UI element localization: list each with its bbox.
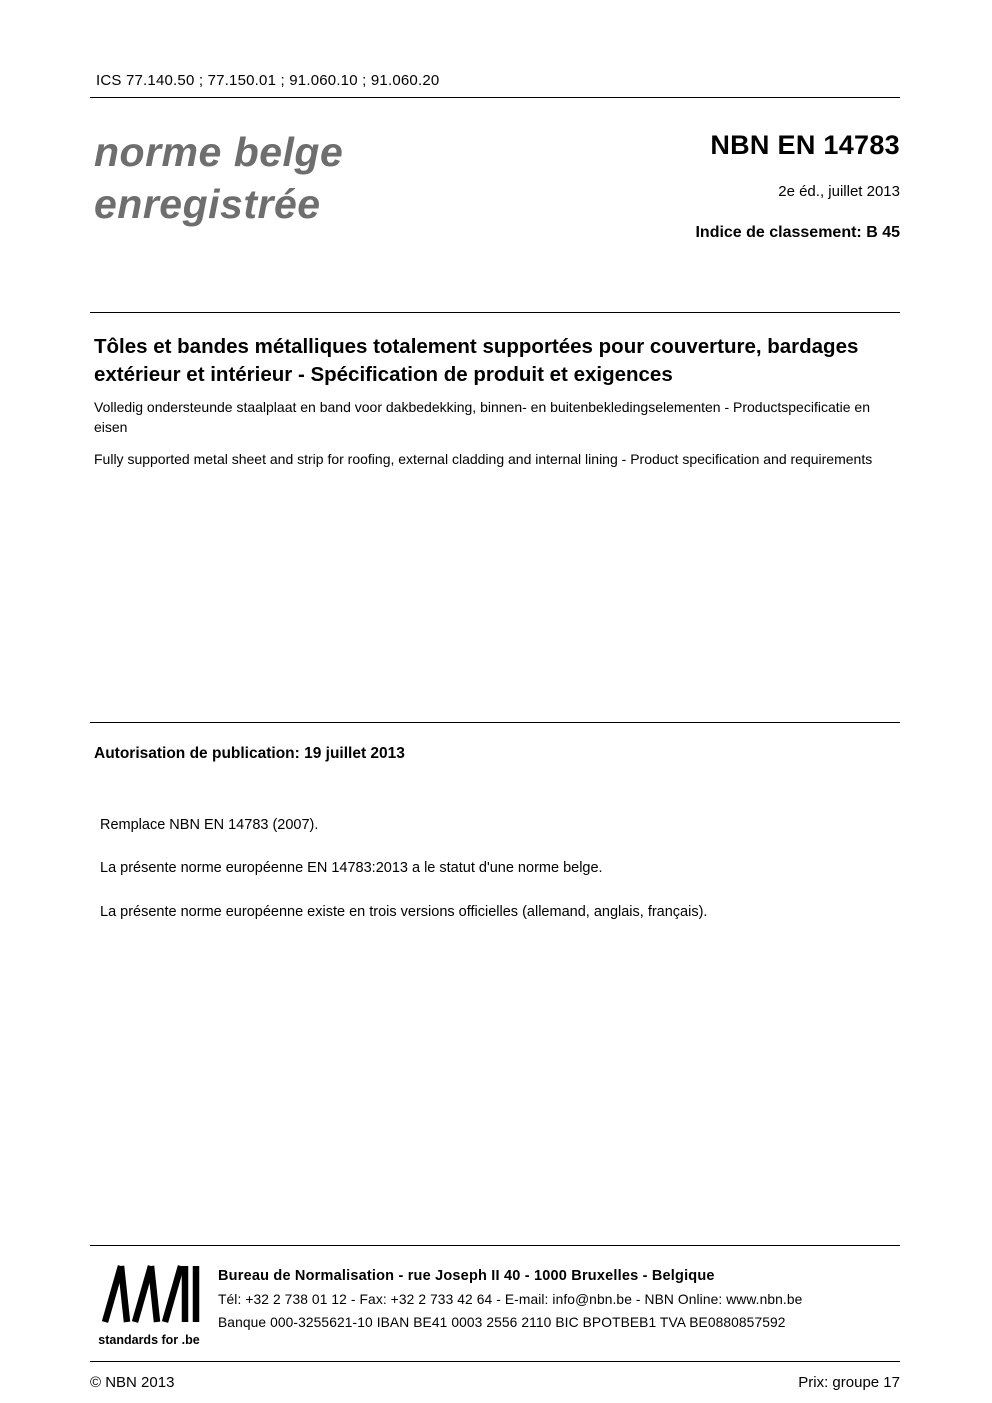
document-type-line2: enregistrée bbox=[94, 181, 321, 228]
divider-authorization bbox=[90, 722, 900, 723]
divider-top bbox=[90, 97, 900, 98]
divider-footer bbox=[90, 1245, 900, 1246]
standard-number: NBN EN 14783 bbox=[710, 130, 900, 160]
note-status: La présente norme européenne EN 14783:2013 a le statut d'une norme belge. bbox=[100, 860, 603, 877]
bottom-row bbox=[90, 1374, 900, 1391]
spacer bbox=[90, 470, 900, 722]
header bbox=[90, 126, 900, 286]
ics-codes: ICS 77.140.50 ; 77.150.01 ; 91.060.10 ; 91.060.20 bbox=[96, 72, 440, 89]
divider-header bbox=[90, 312, 900, 313]
nbn-logo-icon bbox=[97, 1262, 201, 1326]
footer bbox=[90, 1262, 900, 1347]
footer-text bbox=[218, 1262, 802, 1330]
note-versions: La présente norme européenne existe en trois versions officielles (allemand, anglais, français). bbox=[100, 903, 708, 920]
title-french: Tôles et bandes métalliques totalement supportées pour couverture, bardages extérieur et intérieur - Spécification de produit et exigences bbox=[94, 335, 859, 386]
publication-authorization: Autorisation de publication: 19 juillet 2013 bbox=[94, 744, 405, 762]
document-type-label bbox=[90, 126, 343, 231]
header-right bbox=[695, 126, 900, 242]
spacer bbox=[90, 945, 900, 1245]
notes-block bbox=[90, 815, 900, 922]
classification-index: Indice de classement: B 45 bbox=[695, 224, 900, 241]
document-type-line1: norme belge bbox=[94, 129, 344, 175]
nbn-logo-caption: standards for .be bbox=[98, 1332, 200, 1347]
divider-bottom bbox=[90, 1361, 900, 1362]
title-dutch: Volledig ondersteunde staalplaat en band voor dakbedekking, binnen- en buitenbekledingselementen - Productspecificatie en eisen bbox=[94, 399, 870, 436]
copyright: © NBN 2013 bbox=[90, 1373, 175, 1391]
nbn-logo-block bbox=[90, 1262, 208, 1347]
footer-contact: Tél: +32 2 738 01 12 - Fax: +32 2 733 42 64 - E-mail: info@nbn.be - NBN Online: www.nbn.be bbox=[218, 1291, 803, 1307]
price-group: Prix: groupe 17 bbox=[798, 1373, 900, 1391]
footer-address: Bureau de Normalisation - rue Joseph II 40 - 1000 Bruxelles - Belgique bbox=[218, 1267, 715, 1284]
title-english: Fully supported metal sheet and strip for roofing, external cladding and internal lining - Product specification and requirements bbox=[94, 451, 873, 468]
edition-date: 2e éd., juillet 2013 bbox=[778, 183, 900, 200]
footer-bank-details: Banque 000-3255621-10 IBAN BE41 0003 2556 2110 BIC BPOTBEB1 TVA BE0880857592 bbox=[218, 1314, 786, 1330]
note-replaces: Remplace NBN EN 14783 (2007). bbox=[100, 816, 319, 833]
